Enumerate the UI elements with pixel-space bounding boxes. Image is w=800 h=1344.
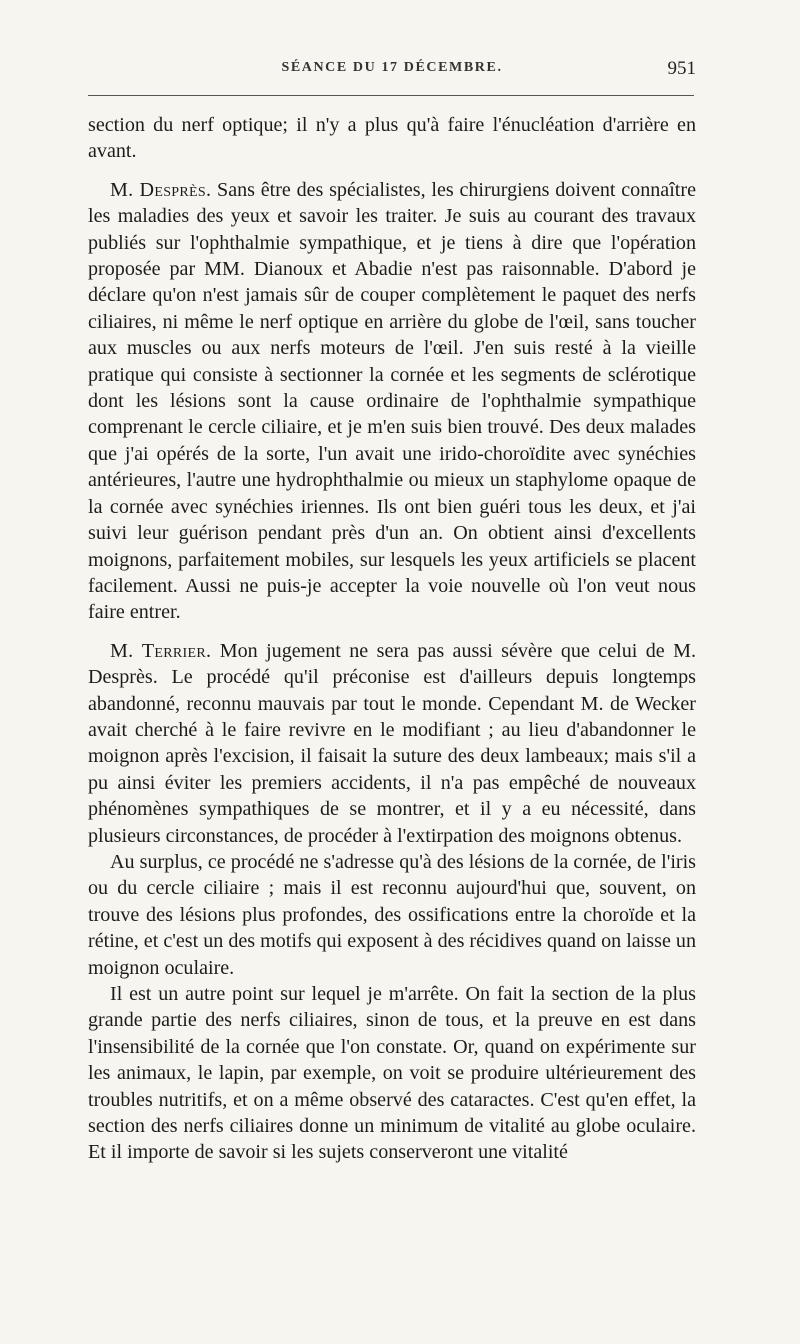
paragraph-3-text: Mon jugement ne sera pas aussi sévère que celui de M. Desprès. Le procédé qu'il préconise est d'ailleurs depuis longtemps abandonné, reconnu mauvais par tout le monde. Cependant M. de Wecker avait cherché à le faire revivre en le modifiant ; au lieu d'abandonner le moignon après l'excision, il faisait la suture des deux lambeaux; mais s'il a pu ainsi éviter les premiers accidents, il n'a pas empêché de nouveaux phénomènes sympathiques de se montrer, et il y a eu nécessité, dans plusieurs circonstances, de procéder à l'extirpation des moignons obtenus. (88, 639, 696, 847)
running-head (88, 60, 696, 84)
paragraph-1 (88, 112, 696, 165)
paragraph-4 (88, 849, 696, 981)
paragraph-4-text: Au surplus, ce procédé ne s'adresse qu'à des lésions de la cornée, de l'iris ou du cercle ciliaire ; mais il est reconnu aujourd'hui que, souvent, on trouve des lésions plus profondes, des ossifications entre la choroïde et la rétine, et c'est un des motifs qui exposent à des récidives quand on laisse un moignon oculaire. (88, 850, 696, 979)
header-rule (88, 95, 694, 96)
paragraph-5 (88, 981, 696, 1166)
paragraph-2-text: Sans être des spécialistes, les chirurgiens doivent connaître les maladies des yeux et savoir les traiter. Je suis au courant des travaux publiés sur l'ophthalmie sympathique, et je tiens à dire que l'opération proposée par MM. Dianoux et Abadie n'est pas raisonnable. D'abord je déclare qu'on n'est jamais sûr de couper complètement le paquet des nerfs ciliaires, ni même le nerf optique en arrière du globe de l'œil, sans toucher aux muscles ou aux nerfs moteurs de l'œil. J'en suis resté à la vieille pratique qui consiste à sectionner la cornée et les segments de sclérotique dont les lésions sont la cause ordinaire de l'ophthalmie sympathique comprenant le cercle ciliaire, et je m'en suis bien trouvé. Des deux malades que j'ai opérés de la sorte, l'un avait une irido-choroïdite avec synéchies antérieures, l'autre une hydrophthalmie ou mieux un staphylome opaque de la cornée avec synéchies iriennes. Ils ont bien guéri tous les deux, et j'ai suivi leur guérison pendant près d'un an. On obtient ainsi d'excellents moignons, parfaitement mobiles, sur lesquels les yeux artificiels se placent facilement. Aussi ne puis-je accepter la voie nouvelle où l'on veut nous faire entrer. (88, 178, 696, 624)
paragraph-3 (88, 638, 696, 849)
body-text (88, 112, 696, 1166)
speaker-name: M. Terrier. (110, 639, 212, 662)
paragraph-1-text: section du nerf optique; il n'y a plus qu'à faire l'énucléation d'arrière en avant. (88, 114, 696, 163)
page-number: 951 (667, 58, 696, 79)
speaker-name: M. Desprès. (110, 178, 212, 201)
paragraph-2 (88, 177, 696, 626)
running-title: SÉANCE DU 17 DÉCEMBRE. (281, 60, 503, 75)
paragraph-5-text: Il est un autre point sur lequel je m'arrête. On fait la section de la plus grande partie des nerfs ciliaires, sinon de tous, et la preuve en est dans l'insensibilité de la cornée que l'on constate. Or, quand on expérimente sur les animaux, le lapin, par exemple, on voit se produire ultérieurement des troubles nutritifs, et on a même observé des cataractes. C'est qu'en effet, la section des nerfs ciliaires donne un minimum de vitalité au globe oculaire. Et il importe de savoir si les sujets conserveront une vitalité (88, 983, 696, 1164)
